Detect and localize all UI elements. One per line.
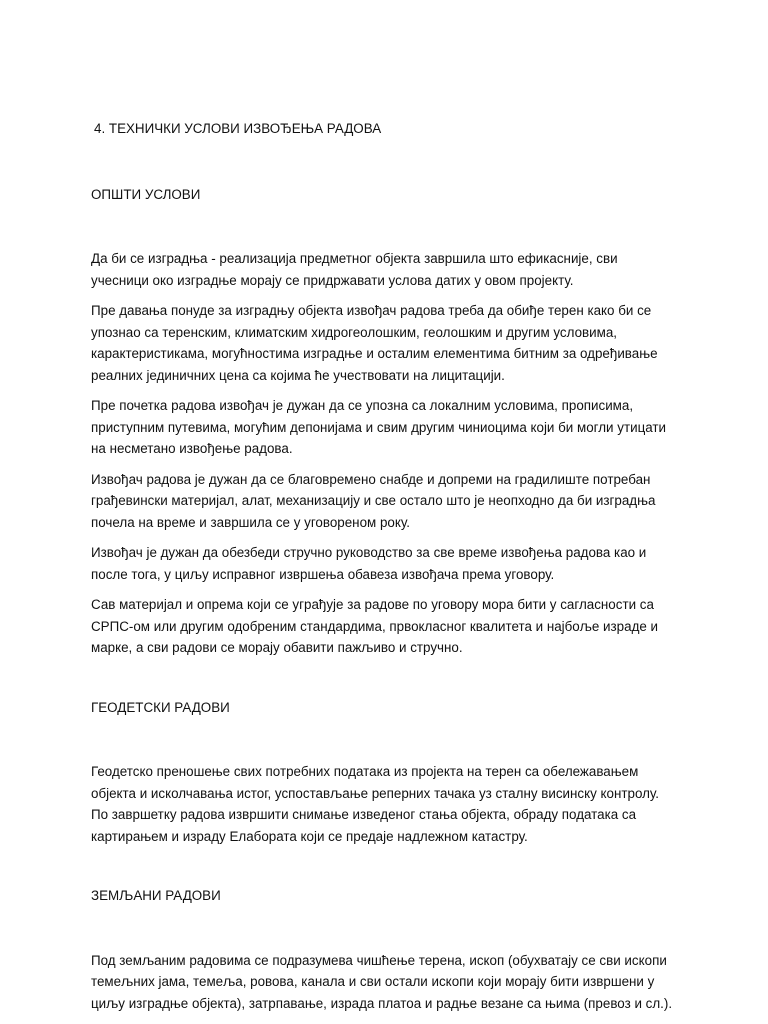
paragraph: Под земљаним радовима се подразумева чишћење терена, ископ (обухватају се сви ископи темељних јама, темеља, ровова, канала и сви остали ископи који морају бити извршени у циљу изградње објекта), затрпавање, израда платоа и радње везане са њима (превоз и сл.). — [91, 952, 673, 1011]
paragraph: Геодетско преношење свих потребних података из пројекта на терен са обележавањем објекта и исколчавања истог, успостављање реперних тачака уз сталну висинску контролу. По завршетку радова извршити снимање изведеног стања објекта, обраду података са картирањем и израду Елабората који се предаје надлежном катастру. — [91, 764, 660, 844]
paragraph: Сав материјал и опрема који се уграђује за радове по уговору мора бити у сагласности са СРПС-ом или другим одобреним стандардима, првокласног квалитета и најбоље израде и марке, а сви радови се морају обавити пажљиво и стручно. — [91, 597, 659, 655]
paragraph: Извођач радова је дужан да се благовремено снабде и допреми на градилиште потребан грађевински материјал, алат, механизацију и све остало што је неопходно да би изградња почела на време и завршила се у уговореном року. — [91, 471, 656, 530]
paragraph: Да би се изградња - реализација предметног објекта завршила што ефикасније, сви учесници око изградње морају се придржавати услова датих у овом пројекту. — [91, 251, 618, 288]
section-heading-geodetic: ГЕОДЕТСКИ РАДОВИ — [91, 699, 230, 715]
section-heading-general: ОПШТИ УСЛОВИ — [91, 186, 201, 202]
paragraph: Пре давања понуде за изградњу објекта извођач радова треба да обиђе терен како би се упознао са теренским, климатским хидрогеолошким, геолошким и другим условима, карактеристикама, могућностима изградње и осталим елементима битним за одређивање реалних јединичних цена са којима ће учествовати на лицитацији. — [91, 303, 658, 383]
paragraph: Извођач је дужан да обезбеди стручно руководство за све време извођења радова као и после тога, у циљу исправног извршења обавеза извођача према уговору. — [91, 545, 647, 582]
document-body — [91, 118, 677, 1014]
paragraph: Пре почетка радова извођач је дужан да се упозна са локалним условима, прописима, приступним путевима, могућим депонијама и свим другим чиниоцима који би могли утицати на несметано извођење радова. — [91, 398, 666, 456]
document-title: 4. ТЕХНИЧКИ УСЛОВИ ИЗВОЂЕЊА РАДОВА — [94, 121, 382, 136]
section-heading-earthworks: ЗЕМЉАНИ РАДОВИ — [91, 888, 221, 903]
